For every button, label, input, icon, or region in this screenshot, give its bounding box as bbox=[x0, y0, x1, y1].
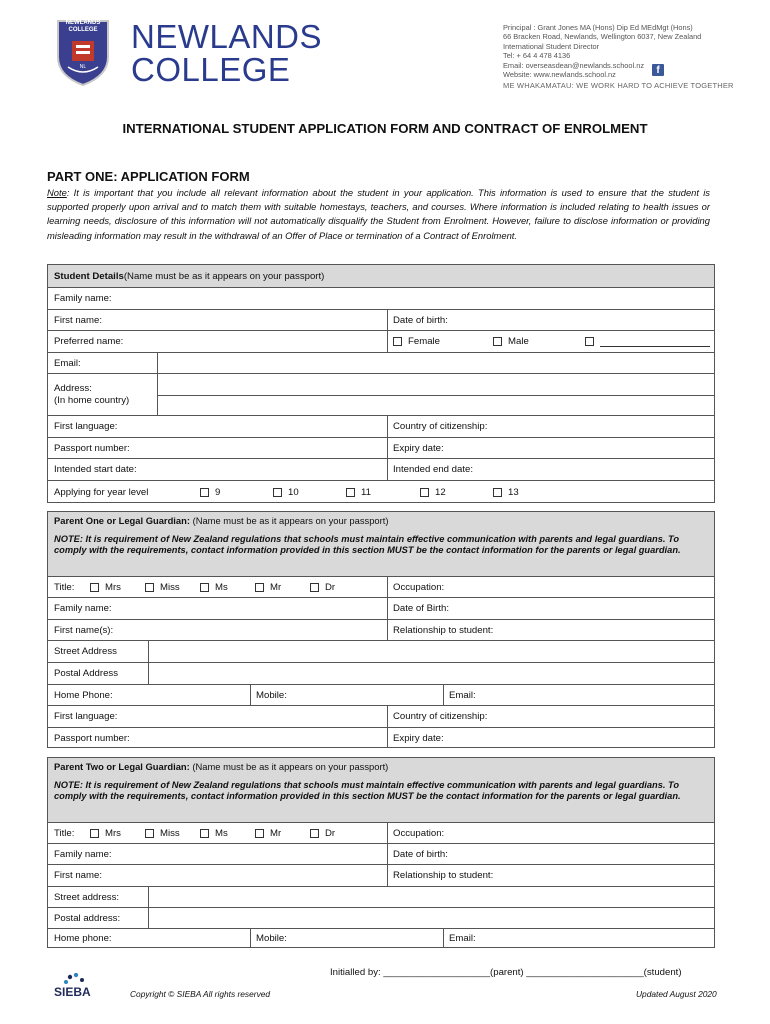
initialled-by-line[interactable]: Initialled by: ____________________(parent) ______________________(student) bbox=[330, 967, 682, 978]
p1-family-name-field[interactable]: Family name: bbox=[54, 603, 112, 614]
year-11-option[interactable]: 11 bbox=[346, 481, 371, 503]
checkbox-icon[interactable] bbox=[585, 337, 594, 346]
student-dates-row bbox=[48, 458, 714, 480]
student-passport-row bbox=[48, 437, 714, 458]
p2-postal-label: Postal address: bbox=[54, 912, 121, 924]
form-title: INTERNATIONAL STUDENT APPLICATION FORM AND CONTRACT OF ENROLMENT bbox=[122, 121, 648, 136]
p1-passport-row bbox=[48, 727, 714, 748]
p2-mobile-field[interactable]: Mobile: bbox=[256, 933, 287, 944]
checkbox-icon[interactable] bbox=[200, 488, 209, 497]
checkbox-icon[interactable] bbox=[493, 488, 502, 497]
p1-postal-row bbox=[48, 662, 714, 684]
checkbox-icon[interactable] bbox=[310, 583, 319, 592]
student-first-name-field[interactable]: First name: bbox=[54, 314, 102, 326]
p2-family-name-field[interactable]: Family name: bbox=[54, 848, 112, 860]
student-preferred-gender-row bbox=[48, 330, 714, 352]
p2-dob-field[interactable]: Date of birth: bbox=[393, 848, 448, 860]
p1-title-dr-option[interactable]: Dr bbox=[310, 577, 335, 597]
year-level-label: Applying for year level bbox=[54, 486, 149, 498]
p2-title-miss-option[interactable]: Miss bbox=[145, 823, 180, 843]
year-12-option[interactable]: 12 bbox=[420, 481, 446, 503]
student-start-date-field[interactable]: Intended start date: bbox=[54, 464, 137, 475]
student-first-language-field[interactable]: First language: bbox=[54, 421, 118, 432]
p2-occupation-field[interactable]: Occupation: bbox=[393, 827, 445, 839]
p1-first-language-field[interactable]: First language: bbox=[54, 711, 118, 722]
checkbox-icon[interactable] bbox=[493, 337, 502, 346]
checkbox-icon[interactable] bbox=[346, 488, 355, 497]
school-motto: ME WHAKAMATAU: WE WORK HARD TO ACHIEVE TOGETHER bbox=[503, 81, 734, 90]
crest-motto: NL bbox=[79, 64, 87, 70]
student-name-dob-row bbox=[48, 309, 714, 330]
student-end-date-field[interactable]: Intended end date: bbox=[393, 464, 474, 475]
note-text: : It is important that you include all relevant information about the student in your application. This information is used to ensure that the student is supported properly upon arrival and to match them with suitable homestays, teachers, and courses. Where information is included relating to health issues or learning needs, disclosure of this information will not automatically disqualify the Student from Enrolment. However, failure to disclose information or providing misleading information may result in the withdrawal of an Offer of Place or termination of a Contract of Enrolment. bbox=[47, 187, 710, 241]
parent-two-heading: Parent Two or Legal Guardian: bbox=[54, 761, 190, 772]
college-name: NEWLANDS COLLEGE bbox=[131, 18, 323, 88]
checkbox-icon[interactable] bbox=[310, 829, 319, 838]
student-family-name-row[interactable] bbox=[48, 287, 714, 309]
parent-two-note: NOTE: It is requirement of New Zealand regulations that schools must maintain effective communication with parents and legal guardians. To comply with the requirements, contact information provided in this section MUST be the contact information for the parents or legal guardian. bbox=[54, 780, 681, 802]
checkbox-icon[interactable] bbox=[420, 488, 429, 497]
p1-dob-field[interactable]: Date of Birth: bbox=[393, 603, 449, 614]
student-language-row bbox=[48, 415, 714, 437]
p1-title-mrs-option[interactable]: Mrs bbox=[90, 577, 121, 597]
parent-one-note: NOTE: It is requirement of New Zealand regulations that schools must maintain effective communication with parents and legal guardians. To comply with the requirements, contact information provided in this section MUST be the contact information for the parents or legal guardian. bbox=[54, 534, 681, 556]
checkbox-icon[interactable] bbox=[255, 829, 264, 838]
student-address-line1[interactable] bbox=[157, 374, 714, 395]
p2-email-field[interactable]: Email: bbox=[449, 933, 476, 944]
intro-note bbox=[47, 186, 710, 243]
student-preferred-name-field[interactable]: Preferred name: bbox=[54, 336, 124, 347]
student-family-name-label: Family name: bbox=[54, 293, 112, 304]
contact-phone: Tel: + 64 4 478 4136 bbox=[503, 51, 571, 61]
p2-home-phone-field[interactable]: Home phone: bbox=[54, 933, 112, 944]
parent-one-heading-sub: (Name must be as it appears on your passport) bbox=[189, 515, 389, 526]
parent-two-title-row bbox=[48, 822, 714, 843]
p1-title-ms-option[interactable]: Ms bbox=[200, 577, 228, 597]
student-year-level-row bbox=[48, 480, 714, 503]
p2-street-row bbox=[48, 886, 714, 907]
p2-street-label: Street address: bbox=[54, 891, 120, 903]
parent-one-heading: Parent One or Legal Guardian: bbox=[54, 515, 190, 526]
sieba-wordmark: SIEBA bbox=[54, 985, 91, 999]
p2-phone-row bbox=[48, 928, 714, 948]
p1-names-relationship-row bbox=[48, 619, 714, 640]
parent-one-title-label: Title: bbox=[54, 581, 75, 593]
student-expiry-field[interactable]: Expiry date: bbox=[393, 442, 444, 454]
student-address-line2[interactable] bbox=[157, 395, 714, 416]
parent-one-table bbox=[47, 511, 715, 748]
p2-title-ms-option[interactable]: Ms bbox=[200, 823, 228, 843]
copyright-text: Copyright © SIEBA All rights reserved bbox=[130, 989, 271, 999]
note-label: Note bbox=[47, 187, 67, 198]
p1-family-dob-row bbox=[48, 597, 714, 619]
p2-name-relationship-row bbox=[48, 864, 714, 886]
year-9-option[interactable]: 9 bbox=[200, 481, 220, 503]
checkbox-icon[interactable] bbox=[90, 829, 99, 838]
contact-director: International Student Director bbox=[503, 41, 600, 51]
p1-citizenship-field[interactable]: Country of citizenship: bbox=[393, 711, 488, 722]
p1-home-phone-field[interactable]: Home Phone: bbox=[54, 689, 113, 701]
parent-two-table bbox=[47, 757, 715, 948]
parent-two-header bbox=[48, 758, 714, 822]
p1-title-mr-option[interactable]: Mr bbox=[255, 577, 281, 597]
student-dob-field[interactable]: Date of birth: bbox=[393, 314, 448, 326]
year-13-option[interactable]: 13 bbox=[493, 481, 519, 503]
student-heading: Student Details bbox=[54, 270, 124, 282]
student-address-label: Address: (In home country) bbox=[54, 382, 130, 406]
facebook-icon[interactable]: f bbox=[652, 64, 664, 76]
p2-first-name-field[interactable]: First name: bbox=[54, 870, 102, 881]
parent-two-heading-sub: (Name must be as it appears on your passport) bbox=[189, 761, 389, 772]
gender-male-option[interactable]: Male bbox=[493, 331, 529, 352]
p1-mobile-field[interactable]: Mobile: bbox=[256, 689, 287, 701]
crest-text: NEWLANDS COLLEGE bbox=[65, 20, 101, 33]
student-address-row bbox=[48, 373, 714, 415]
p2-postal-row bbox=[48, 907, 714, 928]
p2-relationship-field[interactable]: Relationship to student: bbox=[393, 870, 494, 881]
contact-principal: Principal : Grant Jones MA (Hons) Dip Ed MEdMgt (Hons) bbox=[503, 23, 693, 32]
contact-address: 66 Bracken Road, Newlands, Wellington 6037, New Zealand bbox=[503, 32, 702, 42]
student-email-label: Email: bbox=[54, 357, 81, 369]
checkbox-icon[interactable] bbox=[145, 583, 154, 592]
p1-street-label: Street Address bbox=[54, 646, 117, 657]
p2-title-mrs-option[interactable]: Mrs bbox=[90, 823, 121, 843]
p1-expiry-field[interactable]: Expiry date: bbox=[393, 732, 444, 744]
checkbox-icon[interactable] bbox=[200, 829, 209, 838]
student-citizenship-field[interactable]: Country of citizenship: bbox=[393, 421, 488, 432]
updated-date: Updated August 2020 bbox=[636, 989, 717, 999]
p1-street-field[interactable] bbox=[148, 641, 714, 662]
contact-website: Website: www.newlands.school.nz bbox=[503, 70, 616, 80]
parent-one-header bbox=[48, 512, 714, 576]
parent-one-title-row bbox=[48, 576, 714, 597]
p1-relationship-field[interactable]: Relationship to student: bbox=[393, 624, 494, 636]
p1-postal-label: Postal Address bbox=[54, 668, 118, 679]
student-email-field[interactable] bbox=[157, 353, 714, 373]
checkbox-icon[interactable] bbox=[393, 337, 402, 346]
p2-postal-field[interactable] bbox=[148, 908, 714, 928]
checkbox-icon[interactable] bbox=[255, 583, 264, 592]
p1-email-field[interactable]: Email: bbox=[449, 689, 476, 701]
p1-postal-field[interactable] bbox=[148, 663, 714, 684]
student-heading-sub: (Name must be as it appears on your passport) bbox=[123, 270, 325, 282]
p2-title-dr-option[interactable]: Dr bbox=[310, 823, 335, 843]
checkbox-icon[interactable] bbox=[145, 829, 154, 838]
year-10-option[interactable]: 10 bbox=[273, 481, 299, 503]
student-passport-field[interactable]: Passport number: bbox=[54, 442, 130, 454]
p1-phone-row bbox=[48, 684, 714, 705]
gender-female-option[interactable]: Female bbox=[393, 331, 440, 352]
checkbox-icon[interactable] bbox=[90, 583, 99, 592]
contact-email: Email: overseasdean@newlands.school.nz bbox=[503, 60, 645, 70]
p1-street-row bbox=[48, 640, 714, 662]
p1-occupation-field[interactable]: Occupation: bbox=[393, 581, 445, 593]
p2-title-mr-option[interactable]: Mr bbox=[255, 823, 281, 843]
part-title: PART ONE: APPLICATION FORM bbox=[47, 169, 250, 184]
gender-other-option[interactable] bbox=[585, 331, 710, 352]
checkbox-icon[interactable] bbox=[200, 583, 209, 592]
p2-street-field[interactable] bbox=[148, 887, 714, 907]
p1-title-miss-option[interactable]: Miss bbox=[145, 577, 180, 597]
student-details-header bbox=[48, 265, 714, 287]
gender-other-blank[interactable] bbox=[600, 337, 710, 347]
p1-language-row bbox=[48, 705, 714, 727]
student-details-table bbox=[47, 264, 715, 503]
p2-family-dob-row bbox=[48, 843, 714, 864]
checkbox-icon[interactable] bbox=[273, 488, 282, 497]
student-email-row bbox=[48, 352, 714, 373]
p1-first-names-field[interactable]: First name(s): bbox=[54, 624, 114, 636]
p1-passport-field[interactable]: Passport number: bbox=[54, 732, 130, 744]
contact-block bbox=[503, 23, 753, 79]
parent-two-title-label: Title: bbox=[54, 827, 75, 839]
